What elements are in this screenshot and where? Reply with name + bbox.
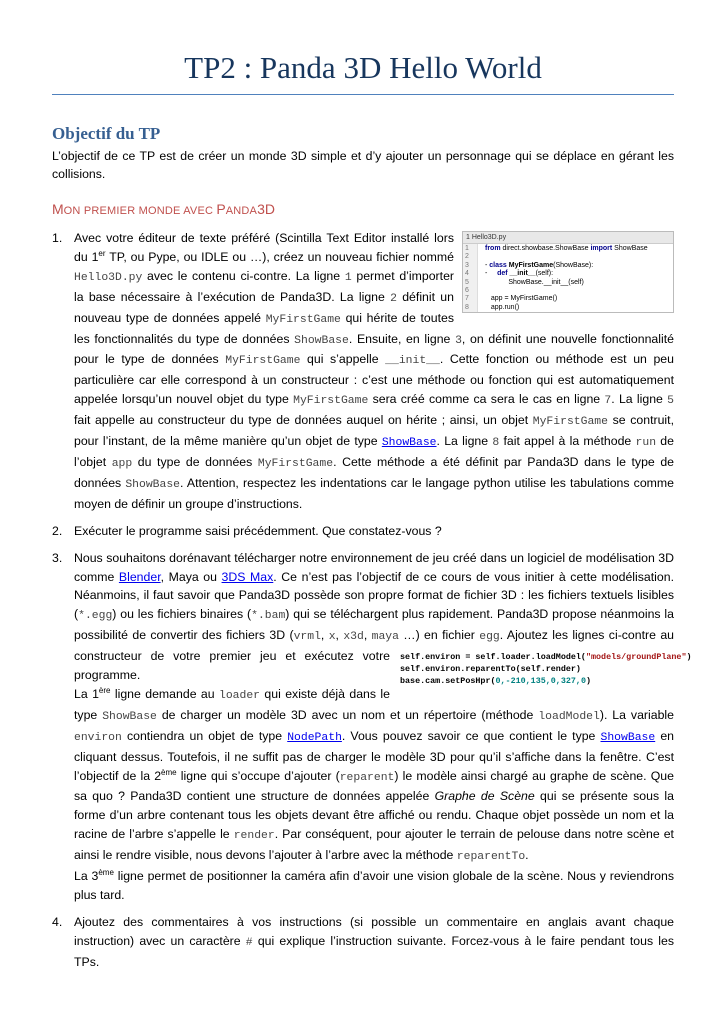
- text-run: Ajoutez des commentaires à vos instructions (si possible un commentaire en anglais avant chaque instruction) avec un caractère: [74, 914, 674, 948]
- code-token: from: [485, 245, 501, 252]
- code-inline: egg: [479, 631, 500, 644]
- item-2-text: Exécuter le programme saisi précédemment. Que constatez-vous ?: [74, 523, 442, 538]
- code-inline: x3d: [343, 631, 364, 644]
- code-token: app = MyFirstGame(): [485, 295, 558, 303]
- code-text: [485, 262, 593, 271]
- text-run: TP, ou Pype, ou IDLE ou …), créez un nouveau fichier nommé: [105, 249, 454, 264]
- code-inline: #: [245, 936, 253, 949]
- line-number: 6: [465, 287, 469, 294]
- code-inline: loader: [219, 689, 261, 702]
- text-run: fait appel à la méthode: [499, 434, 636, 449]
- code-line: [465, 261, 594, 271]
- code-inline: reparentTo: [456, 851, 526, 864]
- code-screenshot-hello3d: [462, 231, 674, 313]
- code-inline: reparent: [339, 771, 395, 784]
- section-heading-objectif: Objectif du TP: [52, 124, 161, 143]
- text-run: ligne demande au: [110, 686, 219, 701]
- code-inline: loadModel: [538, 710, 600, 723]
- text-run: se contruit, pour l’instant, de la même manière qu’un objet de type: [74, 413, 674, 449]
- text-run: Nous souhaitons dorénavant télécharger notre environnement de jeu créé dans un logiciel de modélisation 3D comme: [74, 550, 674, 584]
- code-inline: 3: [455, 334, 462, 347]
- text-run: . Cette méthode a été définit par Panda3D dans le type de données: [74, 454, 674, 490]
- code-token: ShowBase: [612, 245, 648, 252]
- list-item: [52, 229, 674, 514]
- text-run: La 3: [74, 869, 99, 884]
- text-run: ligne permet de positionner la caméra afin d’avoir une vision globale de la scène. Nous y reviendrons plus tard.: [74, 869, 674, 902]
- text-run: définit un nouveau type de données appelé: [74, 289, 454, 325]
- code-string: "models/groundPlane": [585, 652, 687, 663]
- 3ds-max-link[interactable]: 3DS Max: [221, 569, 274, 584]
- item-3-text-line1: [74, 685, 674, 867]
- code-inline: 8: [492, 437, 500, 450]
- superscript: ère: [98, 685, 111, 695]
- code-inline: ShowBase: [294, 334, 349, 347]
- heading-end: 3D: [257, 201, 276, 217]
- text-run: avec le contenu ci-contre. La ligne: [142, 268, 345, 283]
- code-inline: run: [635, 437, 657, 450]
- nodepath-link[interactable]: NodePath: [287, 731, 342, 744]
- text-run: …) en fichier: [398, 628, 480, 643]
- text-run: ligne qui s’occupe d’ajouter (: [176, 768, 340, 783]
- code-text: [485, 279, 584, 288]
- heading-cap: P: [216, 201, 226, 217]
- text-run: qui hérite de toutes les fonctionnalités du type de données: [74, 310, 455, 346]
- line-number: 8: [465, 303, 469, 311]
- section-heading-premier-monde: [52, 201, 275, 217]
- list-number: 3.: [52, 550, 63, 565]
- code-inline: render: [233, 830, 275, 843]
- text-run: ) qui se téléchargent plus rapidement. Panda3D propose néanmoins la possibilité de convertir des fichiers 3D (: [74, 607, 674, 643]
- text-run: ,: [363, 628, 372, 643]
- heading-smallcaps: ON PREMIER MONDE AVEC: [63, 205, 217, 217]
- code-token: (ShowBase):: [553, 261, 594, 269]
- text-run: . Par conséquent, pour ajouter le terrain de pelouse dans notre scène et ainsi le rendre visible, nous devons l’ajouter à l’arbre avec la méthode: [74, 827, 674, 863]
- text-run: qui existe déjà dans le type: [74, 686, 390, 722]
- code-inline: 7: [604, 395, 612, 408]
- code-token: MyFirstGame: [506, 261, 554, 269]
- code-line: [465, 245, 648, 254]
- code-text: ): [585, 676, 591, 687]
- list-number: 2.: [52, 523, 63, 538]
- code-token: __init__: [507, 270, 536, 278]
- code-text: self.environ.reparentTo(self.render): [400, 664, 581, 675]
- code-token: class: [489, 261, 507, 269]
- list-item: [52, 522, 674, 541]
- superscript: er: [98, 248, 106, 258]
- superscript: ème: [98, 868, 114, 877]
- code-inline: ShowBase: [102, 710, 157, 723]
- heading-smallcaps: ANDA: [225, 205, 258, 217]
- text-run: sera créé comme ca sera le cas en ligne: [368, 392, 605, 407]
- text-run: qui explique l’instruction suivante. Forcez-vous à le faire pendant tous les TPs.: [74, 933, 675, 969]
- code-token: ShowBase.__init__(self): [485, 278, 584, 286]
- code-inline: Hello3D.py: [74, 271, 143, 284]
- code-token: (self):: [535, 270, 554, 278]
- code-inline: *.bam: [251, 610, 286, 623]
- code-line: [465, 287, 472, 296]
- text-run: fait appelle au constructeur du type de données auquel on hérite ; ainsi, un objet: [74, 413, 533, 428]
- list-item: [52, 913, 674, 972]
- text-run: La 1: [74, 686, 99, 701]
- text-run: ) ou les fichiers binaires (: [112, 607, 252, 622]
- code-inline: __init__: [385, 355, 440, 368]
- code-line: [465, 278, 584, 288]
- item-3-text: [74, 549, 692, 687]
- superscript: ème: [161, 767, 177, 777]
- code-text: ): [686, 652, 692, 663]
- code-text: self.environ = self.loader.loadModel(: [400, 652, 586, 663]
- code-inline: MyFirstGame: [293, 395, 369, 408]
- code-token: import: [590, 245, 613, 252]
- code-inline: 5: [667, 395, 674, 408]
- text-run: , Maya ou: [160, 569, 222, 584]
- code-text: base.cam.setPosHpr(: [400, 676, 496, 687]
- text-run: . Ensuite, en ligne: [348, 331, 456, 346]
- text-run: ,: [335, 628, 344, 643]
- text-run: ). La variable: [599, 707, 674, 722]
- text-run: . Attention, respectez les indentations car le langage python utilise les tabulations comme moyen de définir un groupe d’instructions.: [74, 475, 674, 511]
- line-number: 2: [465, 253, 469, 261]
- code-token: app.run(): [485, 303, 520, 311]
- code-inline: MyFirstGame: [257, 457, 334, 470]
- text-run: de charger un modèle 3D avec un nom et un répertoire (méthode: [156, 707, 539, 722]
- code-token: -: [485, 261, 490, 269]
- text-run: .: [525, 848, 529, 863]
- text-run: , on définit une nouvelle fonctionnalité pour le type de données: [74, 331, 674, 367]
- text-run: du type de données: [132, 454, 258, 469]
- showbase-link[interactable]: ShowBase: [600, 731, 656, 744]
- text-run: . La ligne: [611, 392, 668, 407]
- code-inline: vrml: [293, 631, 321, 644]
- code-inline: MyFirstGame: [265, 313, 341, 326]
- code-screenshot-environ: [400, 651, 692, 689]
- code-text: [485, 245, 648, 254]
- code-text: [485, 270, 553, 279]
- code-inline: ShowBase: [125, 478, 181, 491]
- list-number: 1.: [52, 231, 63, 245]
- document-title: TP2 : Panda 3D Hello World: [184, 50, 542, 85]
- line-number: 4: [465, 270, 469, 278]
- text-run: . Ce n’est pas l’objectif de ce cours de vous initier à cette modélisation. Néanmoins, il faut savoir que Panda3D possède son propre format de fichier 3D : les fichiers textuels lisibles (: [74, 569, 674, 622]
- code-inline: 1: [344, 271, 352, 284]
- text-run: qui s’appelle: [300, 352, 386, 367]
- blender-link[interactable]: Blender: [118, 569, 161, 584]
- list-number: 4.: [52, 914, 63, 929]
- line-number: 3: [465, 261, 469, 269]
- editor-tab: 1 Hello3D.py: [463, 232, 673, 244]
- line-number: 5: [465, 278, 469, 286]
- code-inline: environ: [74, 731, 122, 744]
- text-run: . La ligne: [436, 434, 493, 449]
- code-inline: 2: [390, 292, 397, 305]
- text-run: . Ajoutez les lignes ci-contre au constructeur de votre premier jeu et exécutez votre programme.: [74, 628, 674, 683]
- list-item: [52, 549, 692, 905]
- code-token: direct.showbase.ShowBase: [500, 245, 591, 252]
- text-run: de l’objet: [74, 434, 674, 469]
- code-inline: app: [111, 457, 133, 470]
- item-4-text: [74, 913, 674, 972]
- code-line: [465, 253, 472, 262]
- text-run: ) le modèle ainsi chargé au graphe de scène. Que sa quo ? Panda3D contient une structure de données appelée: [74, 768, 674, 804]
- code-token: -: [485, 270, 498, 278]
- code-token: def: [497, 270, 508, 278]
- title-divider: [52, 94, 674, 95]
- text-run: qui se présente sous la forme d’un arbre contenant tous les objets devant être affiché ou rendu. Chaque objet possède un nom et la racine de l’arbre s’appelle le: [74, 789, 674, 842]
- text-run: Avec votre éditeur de texte préféré (Scintilla Text Editor installé lors du 1: [74, 231, 454, 264]
- code-inline: x: [328, 631, 336, 644]
- code-line: [465, 270, 554, 279]
- code-inline: MyFirstGame: [225, 355, 301, 368]
- code-line: [465, 303, 520, 313]
- text-run: en cliquant dessus. Toutefois, il ne suffit pas de charger le modèle 3D pour qu’il s’affiche dans la fenêtre. C’est l’objectif de la 2: [74, 728, 674, 783]
- text-run: . Cette fonction ou méthode est un peu particulière car elle correspond à un constructeur : c’est une méthode ou fonction qui est automatiquement appelée lorsqu’un nouvel objet du type: [74, 352, 674, 407]
- code-line: [465, 295, 558, 304]
- text-run: ,: [320, 628, 329, 643]
- line-number: 7: [465, 295, 469, 303]
- text-run: permet d’importer la base nécessaire à l’exécution de Panda3D. La ligne: [74, 268, 454, 304]
- code-text: [485, 304, 519, 313]
- objectif-paragraph: L’objectif de ce TP est de créer un monde 3D simple et d’y ajouter un personnage qui se déplace en gérant les collisions.: [52, 149, 674, 182]
- code-number: 0,-210,135,0,327,0: [495, 676, 586, 687]
- showbase-link[interactable]: ShowBase: [381, 437, 437, 450]
- text-run: contiendra un objet de type: [121, 728, 288, 743]
- heading-cap: M: [52, 201, 64, 217]
- italic-term: Graphe de Scène: [434, 789, 535, 804]
- code-inline: maya: [371, 631, 399, 644]
- code-text: [485, 295, 557, 304]
- code-inline: MyFirstGame: [532, 416, 608, 429]
- line-number: 1: [465, 245, 469, 252]
- item-3-text-line3: [74, 867, 674, 905]
- text-run: . Vous pouvez savoir ce que contient le type: [341, 728, 601, 743]
- instruction-list: [52, 229, 692, 980]
- code-inline: *.egg: [78, 610, 113, 623]
